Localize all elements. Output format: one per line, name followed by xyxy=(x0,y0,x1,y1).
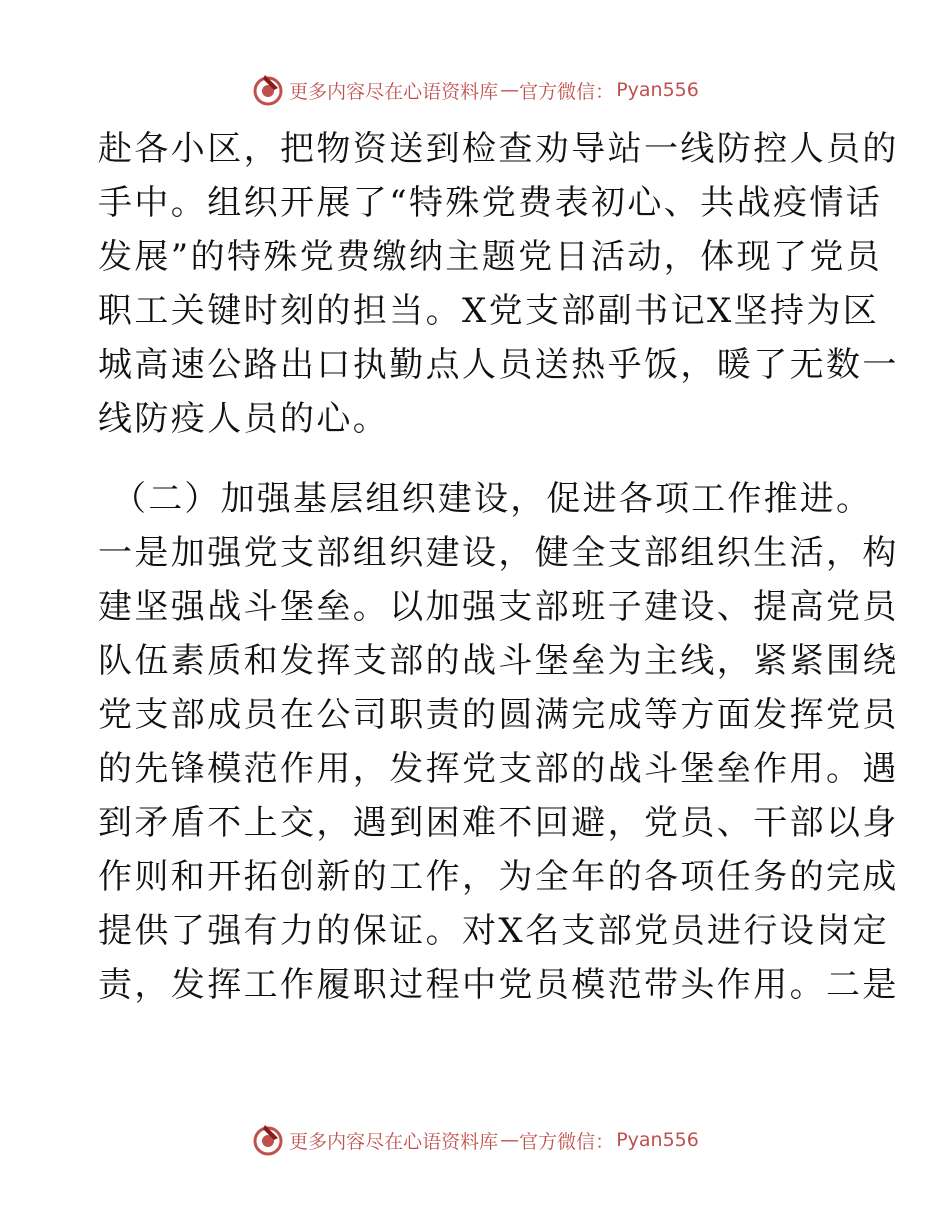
text-line: 赴各小区，把物资送到检查劝导站一线防控人员的 xyxy=(98,129,899,169)
wechat-id: Pyan556 xyxy=(616,1129,699,1151)
text-line: 线防疫人员的心。 xyxy=(98,399,390,439)
section-heading: （二）加强基层组织建设，促进各项工作推进。 xyxy=(112,479,873,519)
logo-icon xyxy=(251,1123,285,1157)
text-line: 发展”的特殊党费缴纳主题党日活动，体现了党员 xyxy=(98,237,883,277)
document-body xyxy=(98,122,899,1012)
wechat-label: 官方微信： xyxy=(519,1130,615,1153)
paragraph-1 xyxy=(98,122,899,446)
text-line: 党支部成员在公司职责的圆满完成等方面发挥党员 xyxy=(98,695,899,735)
text-line: 手中。组织开展了“特殊党费表初心、共战疫情话 xyxy=(98,183,883,223)
text-line: 队伍素质和发挥支部的战斗堡垒为主线，紧紧围绕 xyxy=(98,641,899,681)
text-line: 建坚强战斗堡垒。以加强支部班子建设、提高党员 xyxy=(98,587,899,627)
text-line: 作则和开拓创新的工作，为全年的各项任务的完成 xyxy=(98,857,899,897)
section-2 xyxy=(98,472,899,1012)
text-line: 责，发挥工作履职过程中党员模范带头作用。二是 xyxy=(98,965,899,1005)
watermark-text: 更多内容尽在心语资料库 xyxy=(289,1130,499,1153)
text-line: 职工关键时刻的担当。X党支部副书记X坚持为区 xyxy=(98,291,880,331)
text-line: 的先锋模范作用，发挥党支部的战斗堡垒作用。遇 xyxy=(98,749,899,789)
text-line: 一是加强党支部组织建设，健全支部组织生活，构 xyxy=(98,533,899,573)
footer-watermark xyxy=(0,1122,950,1158)
watermark-separator: — xyxy=(500,1129,518,1151)
watermark-text: 更多内容尽在心语资料库 xyxy=(289,80,499,103)
text-line: 到矛盾不上交，遇到困难不回避，党员、干部以身 xyxy=(98,803,899,843)
header-watermark xyxy=(0,72,950,108)
logo-icon xyxy=(251,73,285,107)
text-line: 提供了强有力的保证。对X名支部党员进行设岗定 xyxy=(98,911,890,951)
wechat-id: Pyan556 xyxy=(616,79,699,101)
wechat-label: 官方微信： xyxy=(519,80,615,103)
text-line: 城高速公路出口执勤点人员送热乎饭，暖了无数一 xyxy=(98,345,899,385)
watermark-separator: — xyxy=(500,79,518,101)
